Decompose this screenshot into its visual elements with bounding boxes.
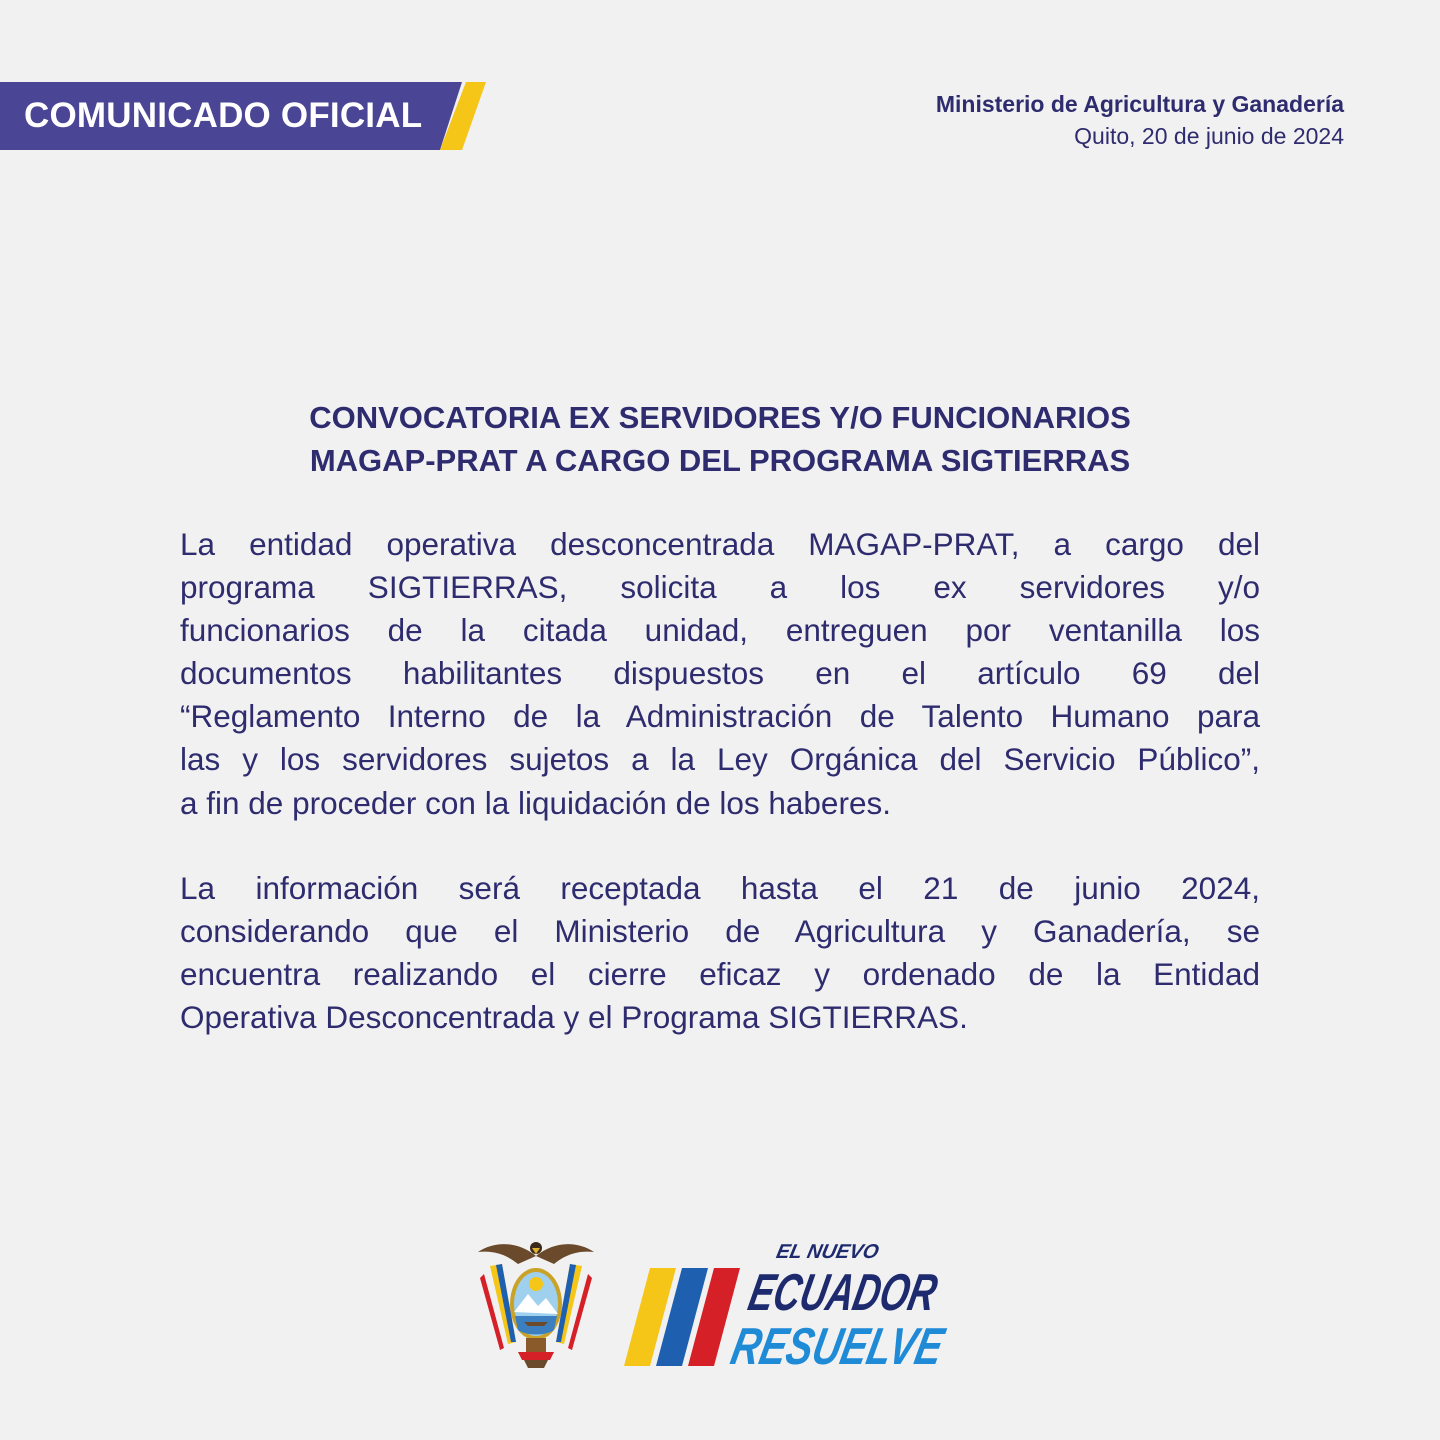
el-nuevo-ecuador-logo: [624, 1236, 1020, 1376]
text-line: La información será receptada hasta el 21 de junio 2024,: [180, 870, 1260, 906]
header-info: [936, 88, 1344, 152]
official-banner: [0, 82, 490, 150]
logo-line1: EL NUEVO: [774, 1241, 881, 1263]
ministry-name: Ministerio de Agricultura y Ganadería: [935, 91, 1344, 117]
text-line: funcionarios de la citada unidad, entreguen por ventanilla los: [180, 612, 1260, 649]
text-line: Operativa Desconcentrada y el Programa SIGTIERRAS.: [180, 999, 968, 1036]
date-line: Quito, 20 de junio de 2024: [1074, 123, 1344, 149]
text-line: “Reglamento Interno de la Administración de Talento Humano para: [180, 698, 1260, 735]
paragraph-1: [180, 523, 1260, 825]
text-line: programa SIGTIERRAS, solicita a los ex servidores y/o: [180, 569, 1260, 606]
title-line: MAGAP-PRAT A CARGO DEL PROGRAMA SIGTIERRAS: [309, 443, 1131, 478]
banner-label: COMUNICADO OFICIAL: [24, 96, 423, 135]
logo-line2: ECUADOR: [743, 1263, 1020, 1322]
text-line: las y los servidores sujetos a la Ley Orgánica del Servicio Público”,: [180, 741, 1260, 778]
text-line: encuentra realizando el cierre eficaz y ordenado de la Entidad: [180, 956, 1260, 993]
page-title: [180, 396, 1260, 482]
text-line: a fin de proceder con la liquidación de los haberes.: [180, 784, 891, 821]
text-line: considerando que el Ministerio de Agricultura y Ganadería, se: [180, 913, 1260, 950]
logo-line3: RESUELVE: [726, 1317, 1017, 1376]
paragraph-2: [180, 867, 1260, 1039]
coat-of-arms-icon: [474, 1234, 598, 1370]
title-line: CONVOCATORIA EX SERVIDORES Y/O FUNCIONARIOS: [309, 400, 1131, 435]
text-line: documentos habilitantes dispuestos en el artículo 69 del: [180, 655, 1260, 692]
text-line: La entidad operativa desconcentrada MAGAP-PRAT, a cargo del: [180, 526, 1260, 562]
